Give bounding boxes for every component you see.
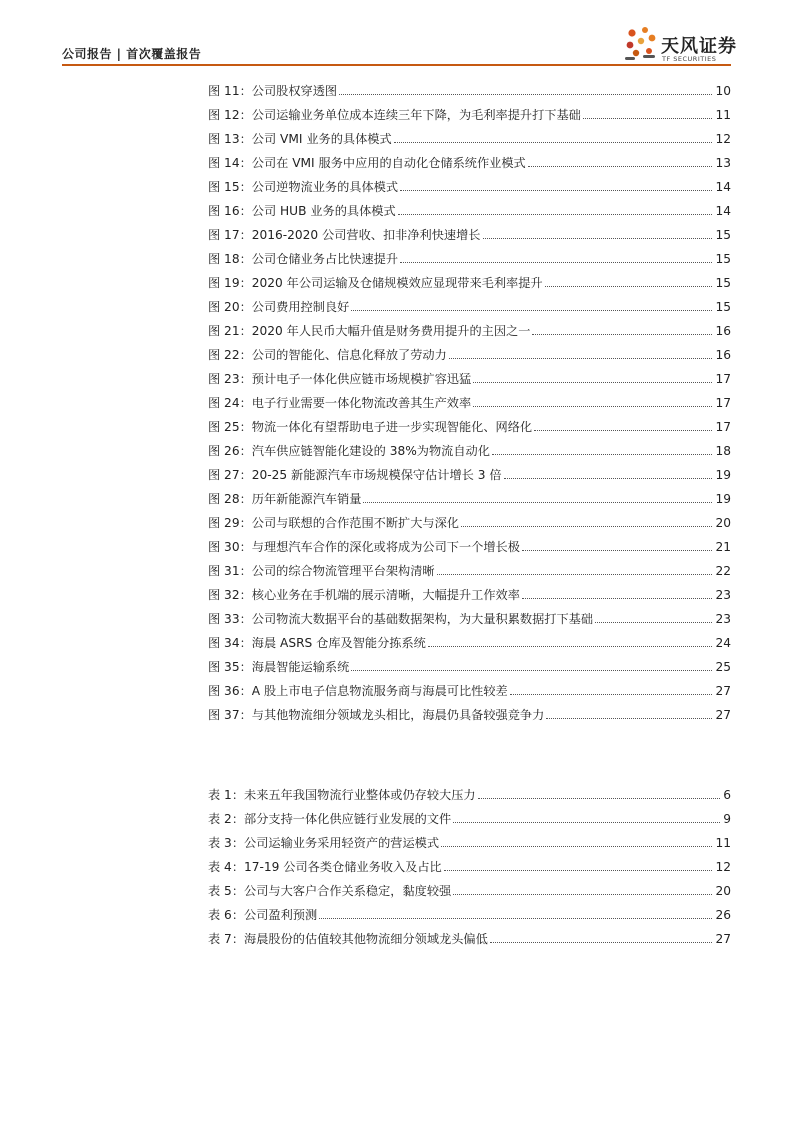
figure-entry[interactable] [208, 435, 731, 459]
dot-leader [478, 798, 721, 799]
entry-page-number: 19 [715, 468, 731, 482]
dot-leader [532, 334, 712, 335]
table-entry[interactable] [208, 899, 731, 923]
table-list [208, 779, 731, 947]
entry-page-number: 16 [715, 324, 731, 338]
entry-page-number: 20 [715, 516, 731, 530]
dot-leader [453, 894, 712, 895]
entry-page-number: 21 [715, 540, 731, 554]
entry-label: 图 22：公司的智能化、信息化释放了劳动力 [208, 348, 447, 362]
entry-label: 图 14：公司在 VMI 服务中应用的自动化仓储系统作业模式 [208, 156, 526, 170]
entry-page-number: 20 [715, 884, 731, 898]
dot-leader [319, 918, 712, 919]
dot-leader [473, 406, 712, 407]
entry-page-number: 11 [715, 108, 731, 122]
entry-label: 图 24：电子行业需要一体化物流改善其生产效率 [208, 396, 472, 410]
figure-entry[interactable] [208, 555, 731, 579]
dot-leader [522, 550, 713, 551]
figure-entry[interactable] [208, 651, 731, 675]
figure-entry[interactable] [208, 603, 731, 627]
entry-page-number: 14 [715, 204, 731, 218]
entry-label: 图 11：公司股权穿透图 [208, 84, 338, 98]
dot-leader [444, 870, 713, 871]
entry-label: 表 6：公司盈利预测 [208, 908, 318, 922]
brand-logo [622, 24, 742, 64]
entry-page-number: 15 [715, 252, 731, 266]
entry-label: 图 19：2020 年公司运输及仓储规模效应显现带来毛利率提升 [208, 276, 543, 290]
entry-page-number: 6 [723, 788, 731, 802]
figure-entry[interactable] [208, 531, 731, 555]
entry-page-number: 26 [715, 908, 731, 922]
dot-leader [504, 478, 713, 479]
entry-label: 图 34：海晨 ASRS 仓库及智能分拣系统 [208, 636, 426, 650]
entry-page-number: 18 [715, 444, 731, 458]
dot-leader [398, 214, 713, 215]
dot-leader [400, 262, 712, 263]
figure-entry[interactable] [208, 171, 731, 195]
entry-label: 图 29：公司与联想的合作范围不断扩大与深化 [208, 516, 459, 530]
figure-entry[interactable] [208, 339, 731, 363]
figure-entry[interactable] [208, 459, 731, 483]
entry-page-number: 23 [715, 588, 731, 602]
entry-label: 图 32：核心业务在手机端的展示清晰，大幅提升工作效率 [208, 588, 520, 602]
figure-entry[interactable] [208, 579, 731, 603]
entry-label: 图 20：公司费用控制良好 [208, 300, 350, 314]
dot-leader [351, 310, 712, 311]
dot-leader [473, 382, 712, 383]
entry-page-number: 11 [715, 836, 731, 850]
dot-leader [510, 694, 713, 695]
table-entry[interactable] [208, 923, 731, 947]
entry-page-number: 10 [715, 84, 731, 98]
dot-leader [595, 622, 712, 623]
dot-leader [461, 526, 713, 527]
figure-entry[interactable] [208, 123, 731, 147]
dot-leader [394, 142, 713, 143]
entry-label: 图 35：海晨智能运输系统 [208, 660, 350, 674]
dot-leader [400, 190, 712, 191]
figure-entry[interactable] [208, 411, 731, 435]
dot-leader [453, 822, 720, 823]
figure-list [208, 75, 731, 723]
dot-leader [545, 286, 713, 287]
entry-label: 图 21：2020 年人民币大幅升值是财务费用提升的主因之一 [208, 324, 531, 338]
entry-label: 图 23：预计电子一体化供应链市场规模扩容迅猛 [208, 372, 472, 386]
dot-leader [546, 718, 712, 719]
entry-page-number: 16 [715, 348, 731, 362]
entry-label: 图 15：公司逆物流业务的具体模式 [208, 180, 399, 194]
entry-page-number: 15 [715, 300, 731, 314]
table-entry[interactable] [208, 851, 731, 875]
brand-name-cn: 天风证券 [661, 36, 737, 57]
entry-page-number: 14 [715, 180, 731, 194]
entry-page-number: 24 [715, 636, 731, 650]
entry-page-number: 19 [715, 492, 731, 506]
dot-leader [483, 238, 713, 239]
entry-page-number: 15 [715, 276, 731, 290]
report-type-title: 公司报告 | 首次覆盖报告 [62, 47, 202, 61]
dot-leader [351, 670, 712, 671]
entry-page-number: 12 [715, 132, 731, 146]
dot-leader [449, 358, 713, 359]
dot-leader [492, 454, 713, 455]
entry-label: 图 33：公司物流大数据平台的基础数据架构，为大量积累数据打下基础 [208, 612, 594, 626]
entry-label: 图 37：与其他物流细分领域龙头相比，海晨仍具备较强竞争力 [208, 708, 545, 722]
entry-label: 图 27：20-25 新能源汽车市场规模保守估计增长 3 倍 [208, 468, 502, 482]
figure-entry[interactable] [208, 315, 731, 339]
entry-label: 表 5：公司与大客户合作关系稳定，黏度较强 [208, 884, 452, 898]
entry-page-number: 25 [715, 660, 731, 674]
dot-leader [583, 118, 713, 119]
figure-entry[interactable] [208, 699, 731, 723]
dot-leader [339, 94, 712, 95]
figure-entry[interactable] [208, 219, 731, 243]
figure-entry[interactable] [208, 675, 731, 699]
dot-leader [490, 942, 713, 943]
entry-page-number: 17 [715, 420, 731, 434]
entry-label: 表 7：海晨股份的估值较其他物流细分领域龙头偏低 [208, 932, 488, 946]
dot-leader [441, 846, 712, 847]
header-divider [62, 64, 731, 66]
entry-label: 表 1：未来五年我国物流行业整体或仍存较大压力 [208, 788, 476, 802]
figure-entry[interactable] [208, 75, 731, 99]
entry-page-number: 27 [715, 932, 731, 946]
entry-label: 图 17：2016-2020 公司营收、扣非净利快速增长 [208, 228, 481, 242]
entry-label: 图 25：物流一体化有望帮助电子进一步实现智能化、网络化 [208, 420, 533, 434]
table-entry[interactable] [208, 779, 731, 803]
figure-entry[interactable] [208, 627, 731, 651]
figure-entry[interactable] [208, 507, 731, 531]
page-header [0, 0, 793, 70]
dot-leader [534, 430, 712, 431]
entry-label: 图 13：公司 VMI 业务的具体模式 [208, 132, 392, 146]
entry-page-number: 12 [715, 860, 731, 874]
table-entry[interactable] [208, 803, 731, 827]
dot-leader [528, 166, 713, 167]
dot-leader [363, 502, 712, 503]
figure-entry[interactable] [208, 291, 731, 315]
entry-label: 图 31：公司的综合物流管理平台架构清晰 [208, 564, 435, 578]
flower-logo-icon [622, 24, 660, 64]
entry-label: 表 4：17-19 公司各类仓储业务收入及占比 [208, 860, 442, 874]
dot-leader [522, 598, 713, 599]
dot-leader [437, 574, 713, 575]
figure-entry[interactable] [208, 99, 731, 123]
figure-entry[interactable] [208, 387, 731, 411]
entry-label: 表 3：公司运输业务采用轻资产的营运模式 [208, 836, 440, 850]
entry-label: 图 28：历年新能源汽车销量 [208, 492, 362, 506]
entry-label: 图 16：公司 HUB 业务的具体模式 [208, 204, 396, 218]
table-entry[interactable] [208, 827, 731, 851]
entry-label: 表 2：部分支持一体化供应链行业发展的文件 [208, 812, 452, 826]
figure-entry[interactable] [208, 267, 731, 291]
entry-page-number: 13 [715, 156, 731, 170]
entry-label: 图 18：公司仓储业务占比快速提升 [208, 252, 399, 266]
brand-name-en: TF SECURITIES [662, 55, 717, 63]
figure-entry[interactable] [208, 243, 731, 267]
figure-entry[interactable] [208, 363, 731, 387]
figure-entry[interactable] [208, 195, 731, 219]
entry-page-number: 27 [715, 708, 731, 722]
entry-label: 图 36：A 股上市电子信息物流服务商与海晨可比性较差 [208, 684, 508, 698]
entry-page-number: 15 [715, 228, 731, 242]
entry-label: 图 30：与理想汽车合作的深化或将成为公司下一个增长极 [208, 540, 520, 554]
figure-entry[interactable] [208, 147, 731, 171]
entry-label: 图 26：汽车供应链智能化建设的 38%为物流自动化 [208, 444, 490, 458]
figure-entry[interactable] [208, 483, 731, 507]
entry-page-number: 27 [715, 684, 731, 698]
entry-label: 图 12：公司运输业务单位成本连续三年下降，为毛利率提升打下基础 [208, 108, 581, 122]
entry-page-number: 22 [715, 564, 731, 578]
dot-leader [428, 646, 713, 647]
entry-page-number: 17 [715, 396, 731, 410]
table-entry[interactable] [208, 875, 731, 899]
entry-page-number: 23 [715, 612, 731, 626]
entry-page-number: 9 [723, 812, 731, 826]
entry-page-number: 17 [715, 372, 731, 386]
